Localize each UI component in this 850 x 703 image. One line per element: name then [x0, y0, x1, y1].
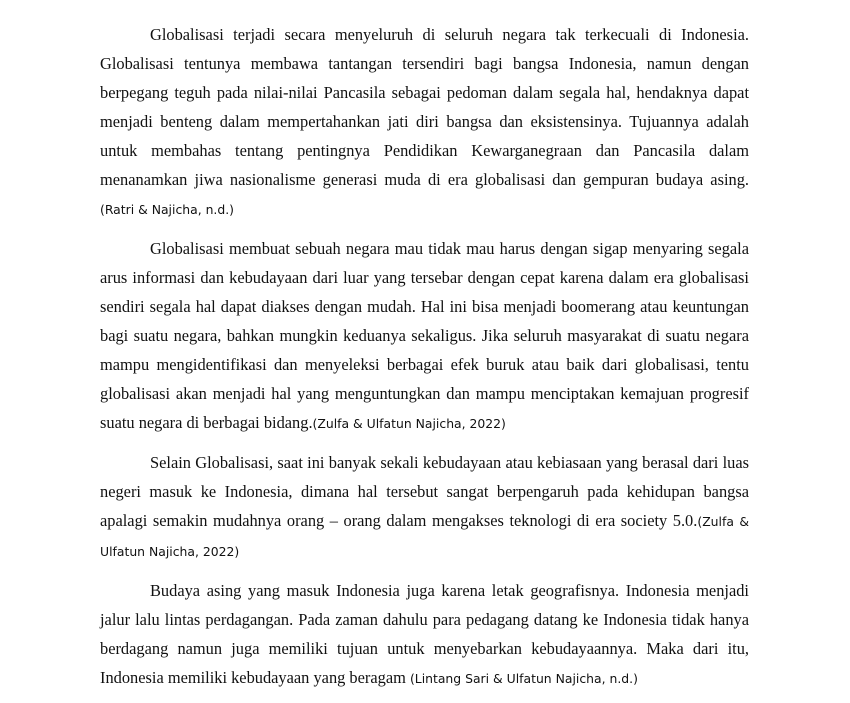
paragraph-3-text: Selain Globalisasi, saat ini banyak sekali kebudayaan atau kebiasaan yang berasal dari luas negeri masuk ke Indonesia, dimana hal tersebut sangat berpengaruh pada kehidupan bangsa apalagi semakin mudahnya orang – orang dalam mengakses teknologi di era society 5.0. — [100, 453, 749, 530]
paragraph-4-citation: (Lintang Sari & Ulfatun Najicha, n.d.) — [409, 671, 638, 686]
paragraph-3 — [100, 448, 749, 566]
paragraph-3-citation: (Zulfa & Ulfatun Najicha, 2022) — [100, 514, 749, 559]
paragraph-1-citation: (Ratri & Najicha, n.d.) — [100, 202, 235, 217]
paragraph-1 — [100, 20, 749, 224]
document-page — [100, 20, 749, 703]
paragraph-2 — [100, 234, 749, 438]
paragraph-1-text: Globalisasi terjadi secara menyeluruh di seluruh negara tak terkecuali di Indonesia. Globalisasi tentunya membawa tantangan tersendiri bagi bangsa Indonesia, namun dengan berpegang teguh pada nilai-nilai Pancasila sebagai pedoman dalam segala hal, hendaknya dapat menjadi benteng dalam mempertahankan jati diri bangsa dan eksistensinya. Tujuannya adalah untuk membahas tentang pentingnya Pendidikan Kewarganegraan dan Pancasila dalam menanamkan jiwa nasionalisme generasi muda di era globalisasi dan gempuran budaya asing. — [100, 25, 749, 189]
paragraph-2-text: Globalisasi membuat sebuah negara mau tidak mau harus dengan sigap menyaring segala arus informasi dan kebudayaan dari luar yang tersebar dengan cepat karena dalam era globalisasi sendiri segala hal dapat diakses dengan mudah. Hal ini bisa menjadi boomerang atau keuntungan bagi suatu negara, bahkan mungkin keduanya sekaligus. Jika seluruh masyarakat di suatu negara mampu mengidentifikasi dan menyeleksi berbagai efek buruk atau baik dari globalisasi, tentu globalisasi akan menjadi hal yang menguntungkan dan mampu menciptakan kemajuan progresif suatu negara di berbagai bidang. — [100, 239, 749, 432]
paragraph-4-text: Budaya asing yang masuk Indonesia juga karena letak geografisnya. Indonesia menjadi jalur lalu lintas perdagangan. Pada zaman dahulu para pedagang datang ke Indonesia tidak hanya berdagang namun juga memiliki tujuan untuk menyebarkan kebudayaannya. Maka dari itu, Indonesia memiliki kebudayaan yang beragam — [100, 581, 749, 687]
paragraph-2-citation: (Zulfa & Ulfatun Najicha, 2022) — [312, 416, 506, 431]
paragraph-4 — [100, 576, 749, 693]
